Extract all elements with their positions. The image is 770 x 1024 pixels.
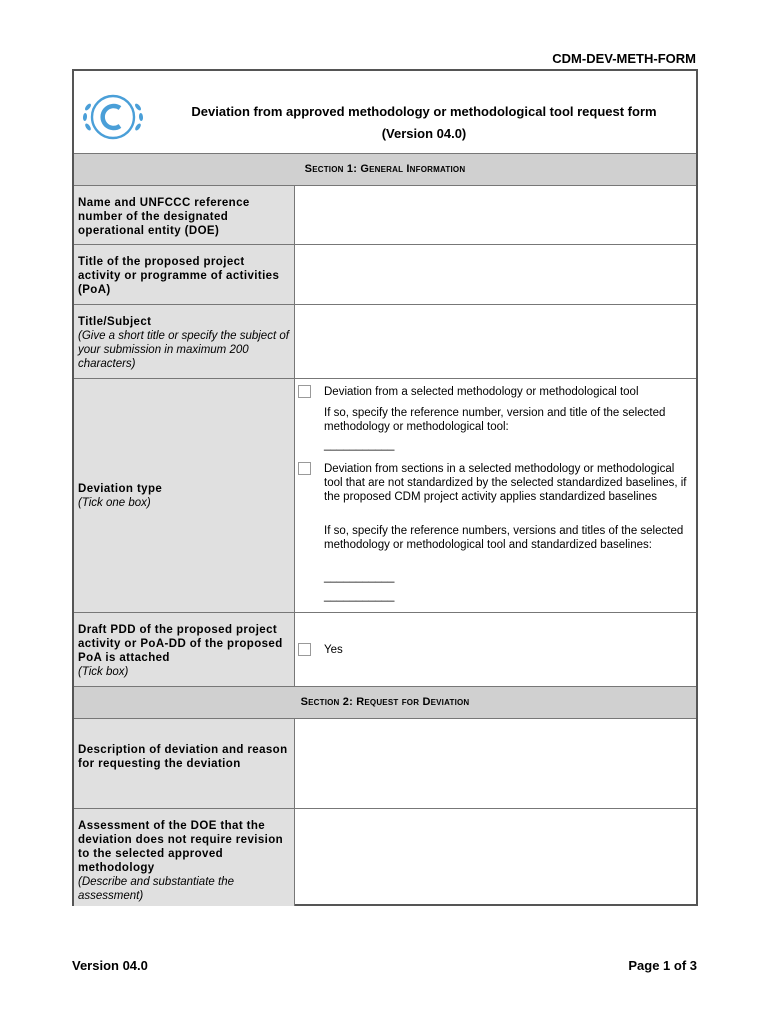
draft-pdd-yes-checkbox[interactable] (298, 643, 311, 656)
doe-row (74, 186, 696, 245)
form-version: (Version 04.0) (381, 126, 467, 141)
doe-input[interactable] (295, 186, 696, 244)
deviation-sections-option: Deviation from sections in a selected methodology or methodological tool that are not standardized by the selected standardized baselines, if the proposed CDM project activity applies standardized baselines (324, 463, 687, 503)
document-code: CDM-DEV-METH-FORM (552, 51, 696, 66)
section-1-header (74, 154, 696, 186)
footer-version: Version 04.0 (72, 958, 148, 973)
deviation-type-note: (Tick one box) (78, 497, 151, 509)
draft-pdd-label: Draft PDD of the proposed project activity or PoA-DD of the proposed PoA is attached (78, 624, 283, 664)
footer-page-number: Page 1 of 3 (628, 958, 697, 973)
section-1-title: Section 1: General Information (304, 163, 466, 175)
deviation-type-options (295, 379, 696, 612)
assessment-input[interactable] (295, 809, 696, 906)
project-title-input[interactable] (295, 245, 696, 304)
project-title-row (74, 245, 696, 305)
description-input[interactable] (295, 719, 696, 808)
draft-pdd-note: (Tick box) (78, 666, 129, 678)
deviation-methodology-checkbox[interactable] (298, 385, 311, 398)
doe-label: Name and UNFCCC reference number of the designated operational entity (DOE) (74, 186, 295, 244)
deviation-sections-checkbox[interactable] (298, 462, 311, 475)
unfccc-logo (82, 93, 144, 141)
section-2-title: Section 2: Request for Deviation (300, 696, 470, 708)
deviation-methodology-detail: If so, specify the reference number, version and title of the selected methodology or methodological tool: (324, 407, 666, 433)
description-label: Description of deviation and reason for requesting the deviation (74, 719, 295, 808)
assessment-label: Assessment of the DOE that the deviation does not require revision to the selected approved methodology (78, 820, 284, 874)
subject-label-cell (74, 305, 295, 378)
draft-pdd-options (295, 613, 696, 686)
assessment-label-cell (74, 809, 295, 906)
description-row (74, 719, 696, 809)
draft-pdd-label-cell (74, 613, 295, 686)
form-title-text: Deviation from approved methodology or methodological tool request form (191, 104, 657, 119)
assessment-row (74, 809, 696, 906)
deviation-methodology-blank[interactable]: ___________ (324, 439, 395, 451)
request-form (72, 69, 698, 906)
form-title (162, 101, 686, 145)
assessment-note: (Describe and substantiate the assessment) (78, 876, 234, 902)
project-title-label: Title of the proposed project activity or programme of activities (PoA) (74, 245, 295, 304)
subject-input[interactable] (295, 305, 696, 378)
deviation-type-row (74, 379, 696, 613)
deviation-sections-detail: If so, specify the reference numbers, versions and titles of the selected methodology or methodological tool and standardized baselines: (324, 525, 684, 551)
form-header (74, 71, 696, 154)
deviation-type-label: Deviation type (78, 483, 163, 495)
deviation-sections-blank-1[interactable]: ___________ (324, 571, 395, 583)
section-2-header (74, 687, 696, 719)
subject-label: Title/Subject (78, 316, 152, 328)
subject-row (74, 305, 696, 379)
subject-note: (Give a short title or specify the subject of your submission in maximum 200 characters) (78, 330, 289, 370)
draft-pdd-row (74, 613, 696, 687)
deviation-sections-blank-2[interactable]: ___________ (324, 590, 395, 602)
deviation-type-label-cell (74, 379, 295, 612)
draft-pdd-yes-label: Yes (324, 644, 343, 656)
deviation-methodology-option: Deviation from a selected methodology or methodological tool (324, 386, 639, 398)
